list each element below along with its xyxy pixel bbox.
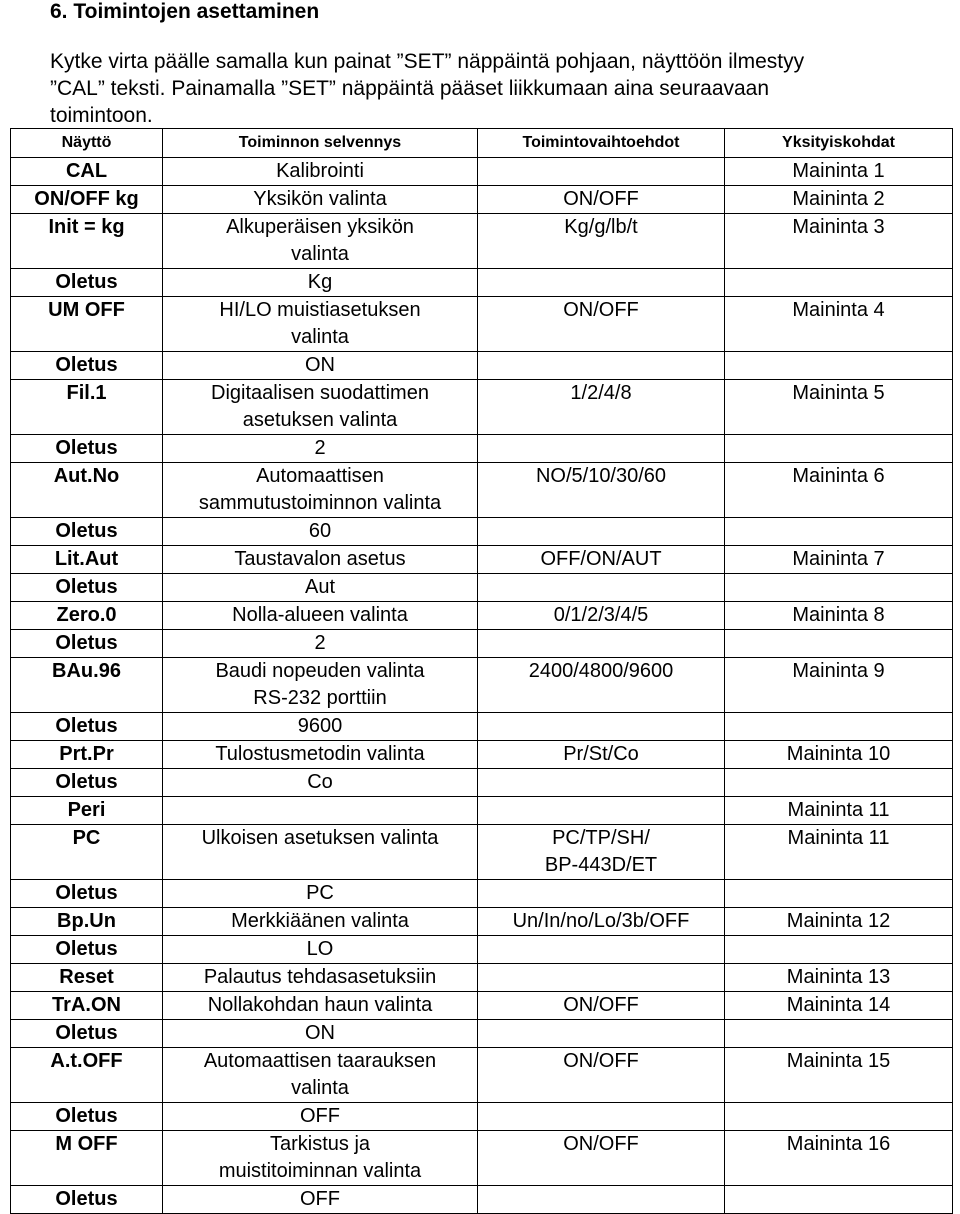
header-description: Toiminnon selvennys	[163, 129, 478, 158]
table-row	[11, 269, 953, 297]
table-body	[11, 158, 953, 1214]
cell-display: Prt.Pr	[11, 741, 163, 769]
table-row	[11, 1131, 953, 1186]
table-row	[11, 797, 953, 825]
cell-options	[478, 630, 725, 658]
intro-line: ”CAL” teksti. Painamalla ”SET” näppäintä pääset liikkumaan aina seuraavaan	[50, 77, 770, 100]
cell-options	[478, 158, 725, 186]
table-row	[11, 435, 953, 463]
cell-options	[478, 1020, 725, 1048]
cell-description: Palautus tehdasasetuksiin	[163, 964, 478, 992]
cell-description: Nollakohdan haun valinta	[163, 992, 478, 1020]
intro-line: toimintoon.	[50, 104, 153, 127]
cell-display: Oletus	[11, 352, 163, 380]
cell-options	[478, 713, 725, 741]
cell-details: Maininta 14	[725, 992, 953, 1020]
cell-details	[725, 518, 953, 546]
cell-display: A.t.OFF	[11, 1048, 163, 1103]
cell-display: Oletus	[11, 269, 163, 297]
cell-description: HI/LO muistiasetuksen valinta	[163, 297, 478, 352]
cell-display: Oletus	[11, 769, 163, 797]
cell-description: ON	[163, 1020, 478, 1048]
cell-display: ON/OFF kg	[11, 186, 163, 214]
cell-description: Aut	[163, 574, 478, 602]
intro-line: Kytke virta päälle samalla kun painat ”SET” näppäintä pohjaan, näyttöön ilmestyy	[50, 50, 805, 73]
cell-description: Taustavalon asetus	[163, 546, 478, 574]
table-row	[11, 1020, 953, 1048]
cell-display: Oletus	[11, 713, 163, 741]
cell-details	[725, 269, 953, 297]
cell-details	[725, 1186, 953, 1214]
cell-description: 60	[163, 518, 478, 546]
cell-description: 2	[163, 435, 478, 463]
cell-description: Digitaalisen suodattimen asetuksen valinta	[163, 380, 478, 435]
cell-details	[725, 352, 953, 380]
cell-display: CAL	[11, 158, 163, 186]
cell-details: Maininta 3	[725, 214, 953, 269]
table-row	[11, 992, 953, 1020]
header-display: Näyttö	[11, 129, 163, 158]
cell-display: Zero.0	[11, 602, 163, 630]
cell-options: 0/1/2/3/4/5	[478, 602, 725, 630]
cell-description: Automaattisen taarauksen valinta	[163, 1048, 478, 1103]
cell-options: NO/5/10/30/60	[478, 463, 725, 518]
table-row	[11, 825, 953, 880]
table-row	[11, 1103, 953, 1131]
cell-details	[725, 630, 953, 658]
table-row	[11, 713, 953, 741]
cell-options	[478, 1186, 725, 1214]
cell-details	[725, 880, 953, 908]
table-row	[11, 463, 953, 518]
table-row	[11, 352, 953, 380]
cell-display: PC	[11, 825, 163, 880]
table-row	[11, 880, 953, 908]
table-row	[11, 602, 953, 630]
cell-display: BAu.96	[11, 658, 163, 713]
settings-table	[10, 128, 953, 1214]
table-row	[11, 1186, 953, 1214]
cell-description: Yksikön valinta	[163, 186, 478, 214]
cell-display: Oletus	[11, 936, 163, 964]
cell-description: Co	[163, 769, 478, 797]
cell-details: Maininta 2	[725, 186, 953, 214]
cell-options: 1/2/4/8	[478, 380, 725, 435]
cell-description: Alkuperäisen yksikön valinta	[163, 214, 478, 269]
cell-description: Tulostusmetodin valinta	[163, 741, 478, 769]
cell-details	[725, 936, 953, 964]
cell-description: 2	[163, 630, 478, 658]
cell-details: Maininta 1	[725, 158, 953, 186]
cell-details: Maininta 10	[725, 741, 953, 769]
cell-options	[478, 769, 725, 797]
cell-description: Kg	[163, 269, 478, 297]
cell-options: ON/OFF	[478, 297, 725, 352]
cell-options: Un/In/no/Lo/3b/OFF	[478, 908, 725, 936]
cell-options: Pr/St/Co	[478, 741, 725, 769]
cell-details: Maininta 11	[725, 825, 953, 880]
cell-description: Merkkiäänen valinta	[163, 908, 478, 936]
cell-details: Maininta 4	[725, 297, 953, 352]
cell-description: Automaattisen sammutustoiminnon valinta	[163, 463, 478, 518]
cell-display: Fil.1	[11, 380, 163, 435]
cell-options	[478, 797, 725, 825]
cell-description: Kalibrointi	[163, 158, 478, 186]
cell-description: ON	[163, 352, 478, 380]
cell-display: M OFF	[11, 1131, 163, 1186]
table-row	[11, 1048, 953, 1103]
cell-options: ON/OFF	[478, 186, 725, 214]
cell-display: Oletus	[11, 630, 163, 658]
cell-details: Maininta 11	[725, 797, 953, 825]
cell-display: Reset	[11, 964, 163, 992]
table-row	[11, 297, 953, 352]
cell-description: Tarkistus ja muistitoiminnan valinta	[163, 1131, 478, 1186]
table-row	[11, 546, 953, 574]
cell-details: Maininta 6	[725, 463, 953, 518]
cell-details: Maininta 7	[725, 546, 953, 574]
cell-options	[478, 352, 725, 380]
table-row	[11, 769, 953, 797]
intro-paragraph	[50, 48, 930, 129]
table-row	[11, 380, 953, 435]
cell-details: Maininta 16	[725, 1131, 953, 1186]
cell-options	[478, 269, 725, 297]
cell-options: ON/OFF	[478, 1131, 725, 1186]
cell-options: Kg/g/lb/t	[478, 214, 725, 269]
cell-options	[478, 574, 725, 602]
table-row	[11, 158, 953, 186]
cell-details	[725, 435, 953, 463]
cell-options: 2400/4800/9600	[478, 658, 725, 713]
cell-description: LO	[163, 936, 478, 964]
table-row	[11, 741, 953, 769]
cell-details: Maininta 9	[725, 658, 953, 713]
cell-display: Oletus	[11, 518, 163, 546]
cell-display: Oletus	[11, 435, 163, 463]
cell-description: 9600	[163, 713, 478, 741]
cell-display: Aut.No	[11, 463, 163, 518]
cell-details	[725, 713, 953, 741]
cell-details: Maininta 15	[725, 1048, 953, 1103]
cell-description	[163, 797, 478, 825]
cell-options	[478, 435, 725, 463]
cell-options	[478, 936, 725, 964]
header-details: Yksityiskohdat	[725, 129, 953, 158]
table-row	[11, 936, 953, 964]
table-row	[11, 574, 953, 602]
cell-description: PC	[163, 880, 478, 908]
cell-display: Oletus	[11, 1186, 163, 1214]
cell-details: Maininta 12	[725, 908, 953, 936]
table-header-row	[11, 129, 953, 158]
table-row	[11, 964, 953, 992]
cell-display: Init = kg	[11, 214, 163, 269]
cell-description: OFF	[163, 1186, 478, 1214]
cell-options: ON/OFF	[478, 992, 725, 1020]
cell-description: Ulkoisen asetuksen valinta	[163, 825, 478, 880]
cell-description: Baudi nopeuden valinta RS-232 porttiin	[163, 658, 478, 713]
cell-options	[478, 518, 725, 546]
section-heading: 6. Toimintojen asettaminen	[50, 0, 320, 23]
cell-options	[478, 964, 725, 992]
cell-display: Oletus	[11, 880, 163, 908]
cell-options	[478, 880, 725, 908]
cell-options: ON/OFF	[478, 1048, 725, 1103]
cell-display: Bp.Un	[11, 908, 163, 936]
cell-details	[725, 769, 953, 797]
cell-display: Lit.Aut	[11, 546, 163, 574]
cell-details	[725, 574, 953, 602]
cell-description: Nolla-alueen valinta	[163, 602, 478, 630]
cell-details: Maininta 13	[725, 964, 953, 992]
cell-details	[725, 1020, 953, 1048]
cell-display: Oletus	[11, 574, 163, 602]
cell-options: PC/TP/SH/ BP-443D/ET	[478, 825, 725, 880]
table-row	[11, 658, 953, 713]
cell-display: Peri	[11, 797, 163, 825]
cell-details	[725, 1103, 953, 1131]
cell-details: Maininta 5	[725, 380, 953, 435]
table-row	[11, 214, 953, 269]
header-options: Toimintovaihtoehdot	[478, 129, 725, 158]
table-row	[11, 518, 953, 546]
cell-display: Oletus	[11, 1020, 163, 1048]
table-row	[11, 630, 953, 658]
cell-display: UM OFF	[11, 297, 163, 352]
cell-options: OFF/ON/AUT	[478, 546, 725, 574]
cell-display: Oletus	[11, 1103, 163, 1131]
table-row	[11, 186, 953, 214]
cell-display: TrA.ON	[11, 992, 163, 1020]
table-row	[11, 908, 953, 936]
cell-description: OFF	[163, 1103, 478, 1131]
cell-details: Maininta 8	[725, 602, 953, 630]
cell-options	[478, 1103, 725, 1131]
